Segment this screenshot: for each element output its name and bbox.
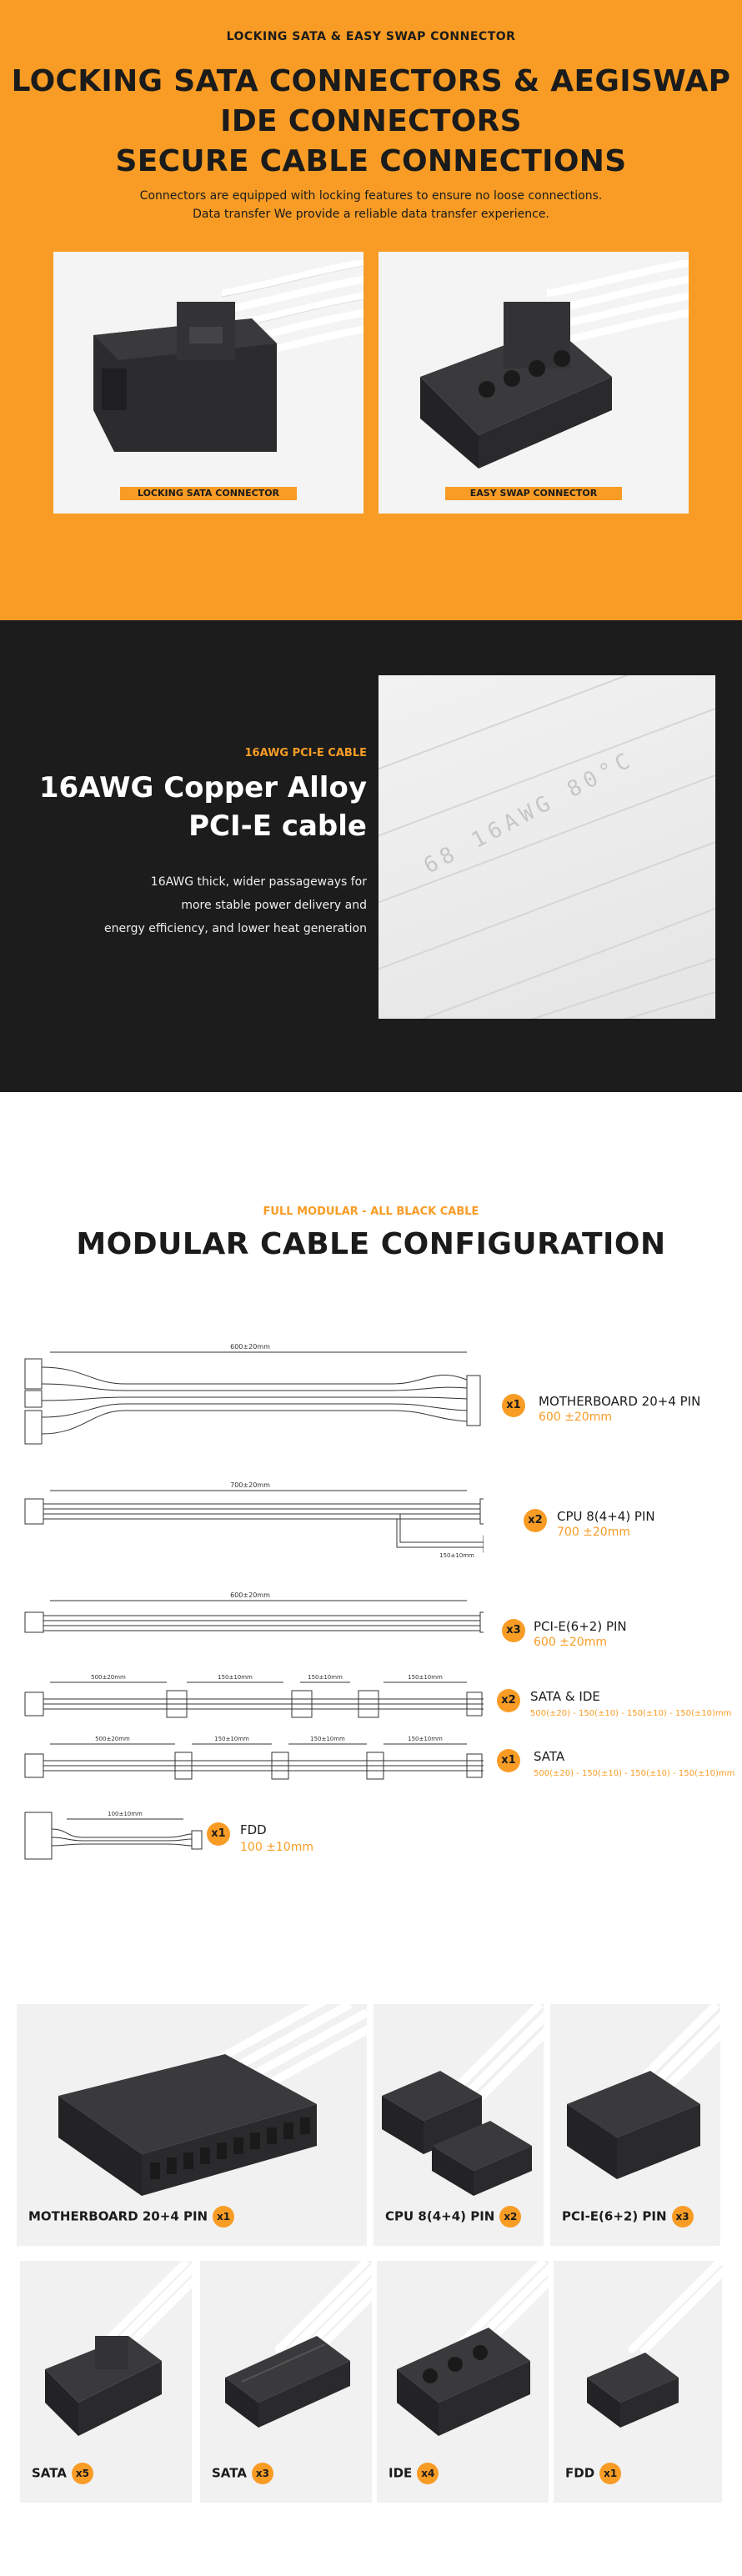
dimension-label: 150±10mm	[408, 1674, 443, 1681]
section-title: LOCKING SATA CONNECTORS & AEGISWAP IDE CONNECTORS SECURE CABLE CONNECTIONS	[11, 64, 731, 178]
motherboard-cable-diagram	[17, 1334, 484, 1467]
cable-name: CPU 8(4+4) PIN	[557, 1509, 655, 1524]
atx-connector-image	[50, 2037, 325, 2196]
sata-locking-tile	[20, 2261, 192, 2503]
tile-caption: MOTHERBOARD 20+4 PIN x1	[28, 2206, 234, 2228]
quantity-badge: x2	[497, 1689, 520, 1712]
dimension-label: 150±10mm	[308, 1674, 343, 1681]
cable-length: 500(±20) - 150(±10) - 150(±10) - 150(±10)mm	[530, 1709, 732, 1718]
quantity-badge: x4	[417, 2463, 439, 2484]
ide-connector-image	[397, 2311, 539, 2444]
section-title: MODULAR CABLE CONFIGURATION	[76, 1227, 666, 1261]
dimension-label: 600±20mm	[230, 1591, 270, 1599]
quantity-badge: x2	[524, 1509, 547, 1532]
dimension-label: 100±10mm	[108, 1811, 143, 1817]
quantity-badge: x1	[497, 1749, 520, 1772]
section-kicker: LOCKING SATA & EASY SWAP CONNECTOR	[226, 30, 516, 43]
easy-swap-label: EASY SWAP CONNECTOR	[445, 487, 622, 500]
pcie-cable-photo	[379, 675, 715, 1019]
sata-tile	[200, 2261, 372, 2503]
quantity-badge: x1	[207, 1822, 230, 1846]
pcie-connector-tile	[550, 2004, 720, 2246]
cable-length: 100 ±10mm	[240, 1841, 313, 1854]
quantity-badge: x3	[672, 2206, 694, 2228]
section-body: 16AWG thick, wider passageways for more stable power delivery and energy efficiency, and lower heat generation	[104, 875, 367, 935]
locking-connector-section	[0, 0, 742, 620]
sata-connector-image	[77, 285, 327, 452]
tile-caption: SATA x5	[32, 2463, 93, 2484]
pcie-connector-image	[559, 2062, 717, 2196]
pcie-cable-section	[0, 620, 742, 1092]
quantity-badge: x1	[502, 1394, 525, 1417]
dimension-label: 150±10mm	[439, 1552, 474, 1559]
motherboard-connector-tile	[17, 2004, 367, 2246]
tile-caption: IDE x4	[389, 2463, 439, 2484]
quantity-badge: x1	[213, 2206, 234, 2228]
cpu-connector-image	[382, 2062, 540, 2196]
cable-stripes-image	[379, 675, 715, 1019]
cpu-cable-diagram	[17, 1476, 484, 1559]
pcie-cable-diagram	[17, 1581, 484, 1639]
quantity-badge: x3	[502, 1619, 525, 1642]
dimension-label: 600±20mm	[230, 1343, 270, 1351]
quantity-badge: x1	[599, 2463, 621, 2484]
cable-length: 600 ±20mm	[534, 1636, 607, 1649]
sata-connector-image	[45, 2319, 170, 2444]
section-kicker: 16AWG PCI-E CABLE	[244, 747, 367, 759]
quantity-badge: x3	[252, 2463, 273, 2484]
fdd-tile	[554, 2261, 722, 2503]
tile-caption: FDD x1	[565, 2463, 621, 2484]
tile-caption: CPU 8(4+4) PIN x2	[385, 2206, 521, 2228]
cable-length: 700 ±20mm	[557, 1526, 630, 1539]
locking-sata-label: LOCKING SATA CONNECTOR	[120, 487, 297, 500]
section-subtitle: Connectors are equipped with locking features to ensure no loose connections. Data transfer We provide a reliable data transfer experience.	[139, 189, 603, 221]
cable-length: 600 ±20mm	[539, 1411, 612, 1424]
dimension-label: 500±20mm	[91, 1674, 126, 1681]
cable-print-text: 68 16AWG 80°C	[419, 746, 639, 880]
easy-swap-photo	[379, 252, 689, 514]
dimension-label: 150±10mm	[408, 1736, 443, 1742]
section-title: 16AWG Copper Alloy PCI-E cable	[38, 771, 367, 843]
tile-caption: SATA x3	[212, 2463, 273, 2484]
cable-name: PCI-E(6+2) PIN	[534, 1619, 627, 1634]
sata-cable-diagram	[17, 1726, 484, 1792]
cable-length: 500(±20) - 150(±10) - 150(±10) - 150(±10)mm	[534, 1769, 735, 1778]
ide-connector-image	[412, 285, 662, 469]
section-kicker: FULL MODULAR - ALL BLACK CABLE	[263, 1205, 479, 1218]
dimension-label: 500±20mm	[95, 1736, 130, 1742]
tile-caption: PCI-E(6+2) PIN x3	[562, 2206, 694, 2228]
cpu-connector-tile	[374, 2004, 544, 2246]
fdd-connector-image	[587, 2336, 695, 2444]
dimension-label: 150±10mm	[218, 1674, 253, 1681]
dimension-label: 150±10mm	[214, 1736, 249, 1742]
dimension-label: 150±10mm	[310, 1736, 345, 1742]
cable-name: FDD	[240, 1822, 267, 1837]
sata-connector-image	[225, 2319, 358, 2444]
cable-name: MOTHERBOARD 20+4 PIN	[539, 1394, 701, 1409]
locking-sata-photo	[53, 252, 363, 514]
dimension-label: 700±20mm	[230, 1481, 270, 1489]
cable-name: SATA & IDE	[530, 1689, 600, 1704]
cable-name: SATA	[534, 1749, 565, 1764]
sata-ide-cable-diagram	[17, 1667, 484, 1734]
ide-tile	[377, 2261, 549, 2503]
quantity-badge: x5	[72, 2463, 93, 2484]
quantity-badge: x2	[499, 2206, 521, 2228]
